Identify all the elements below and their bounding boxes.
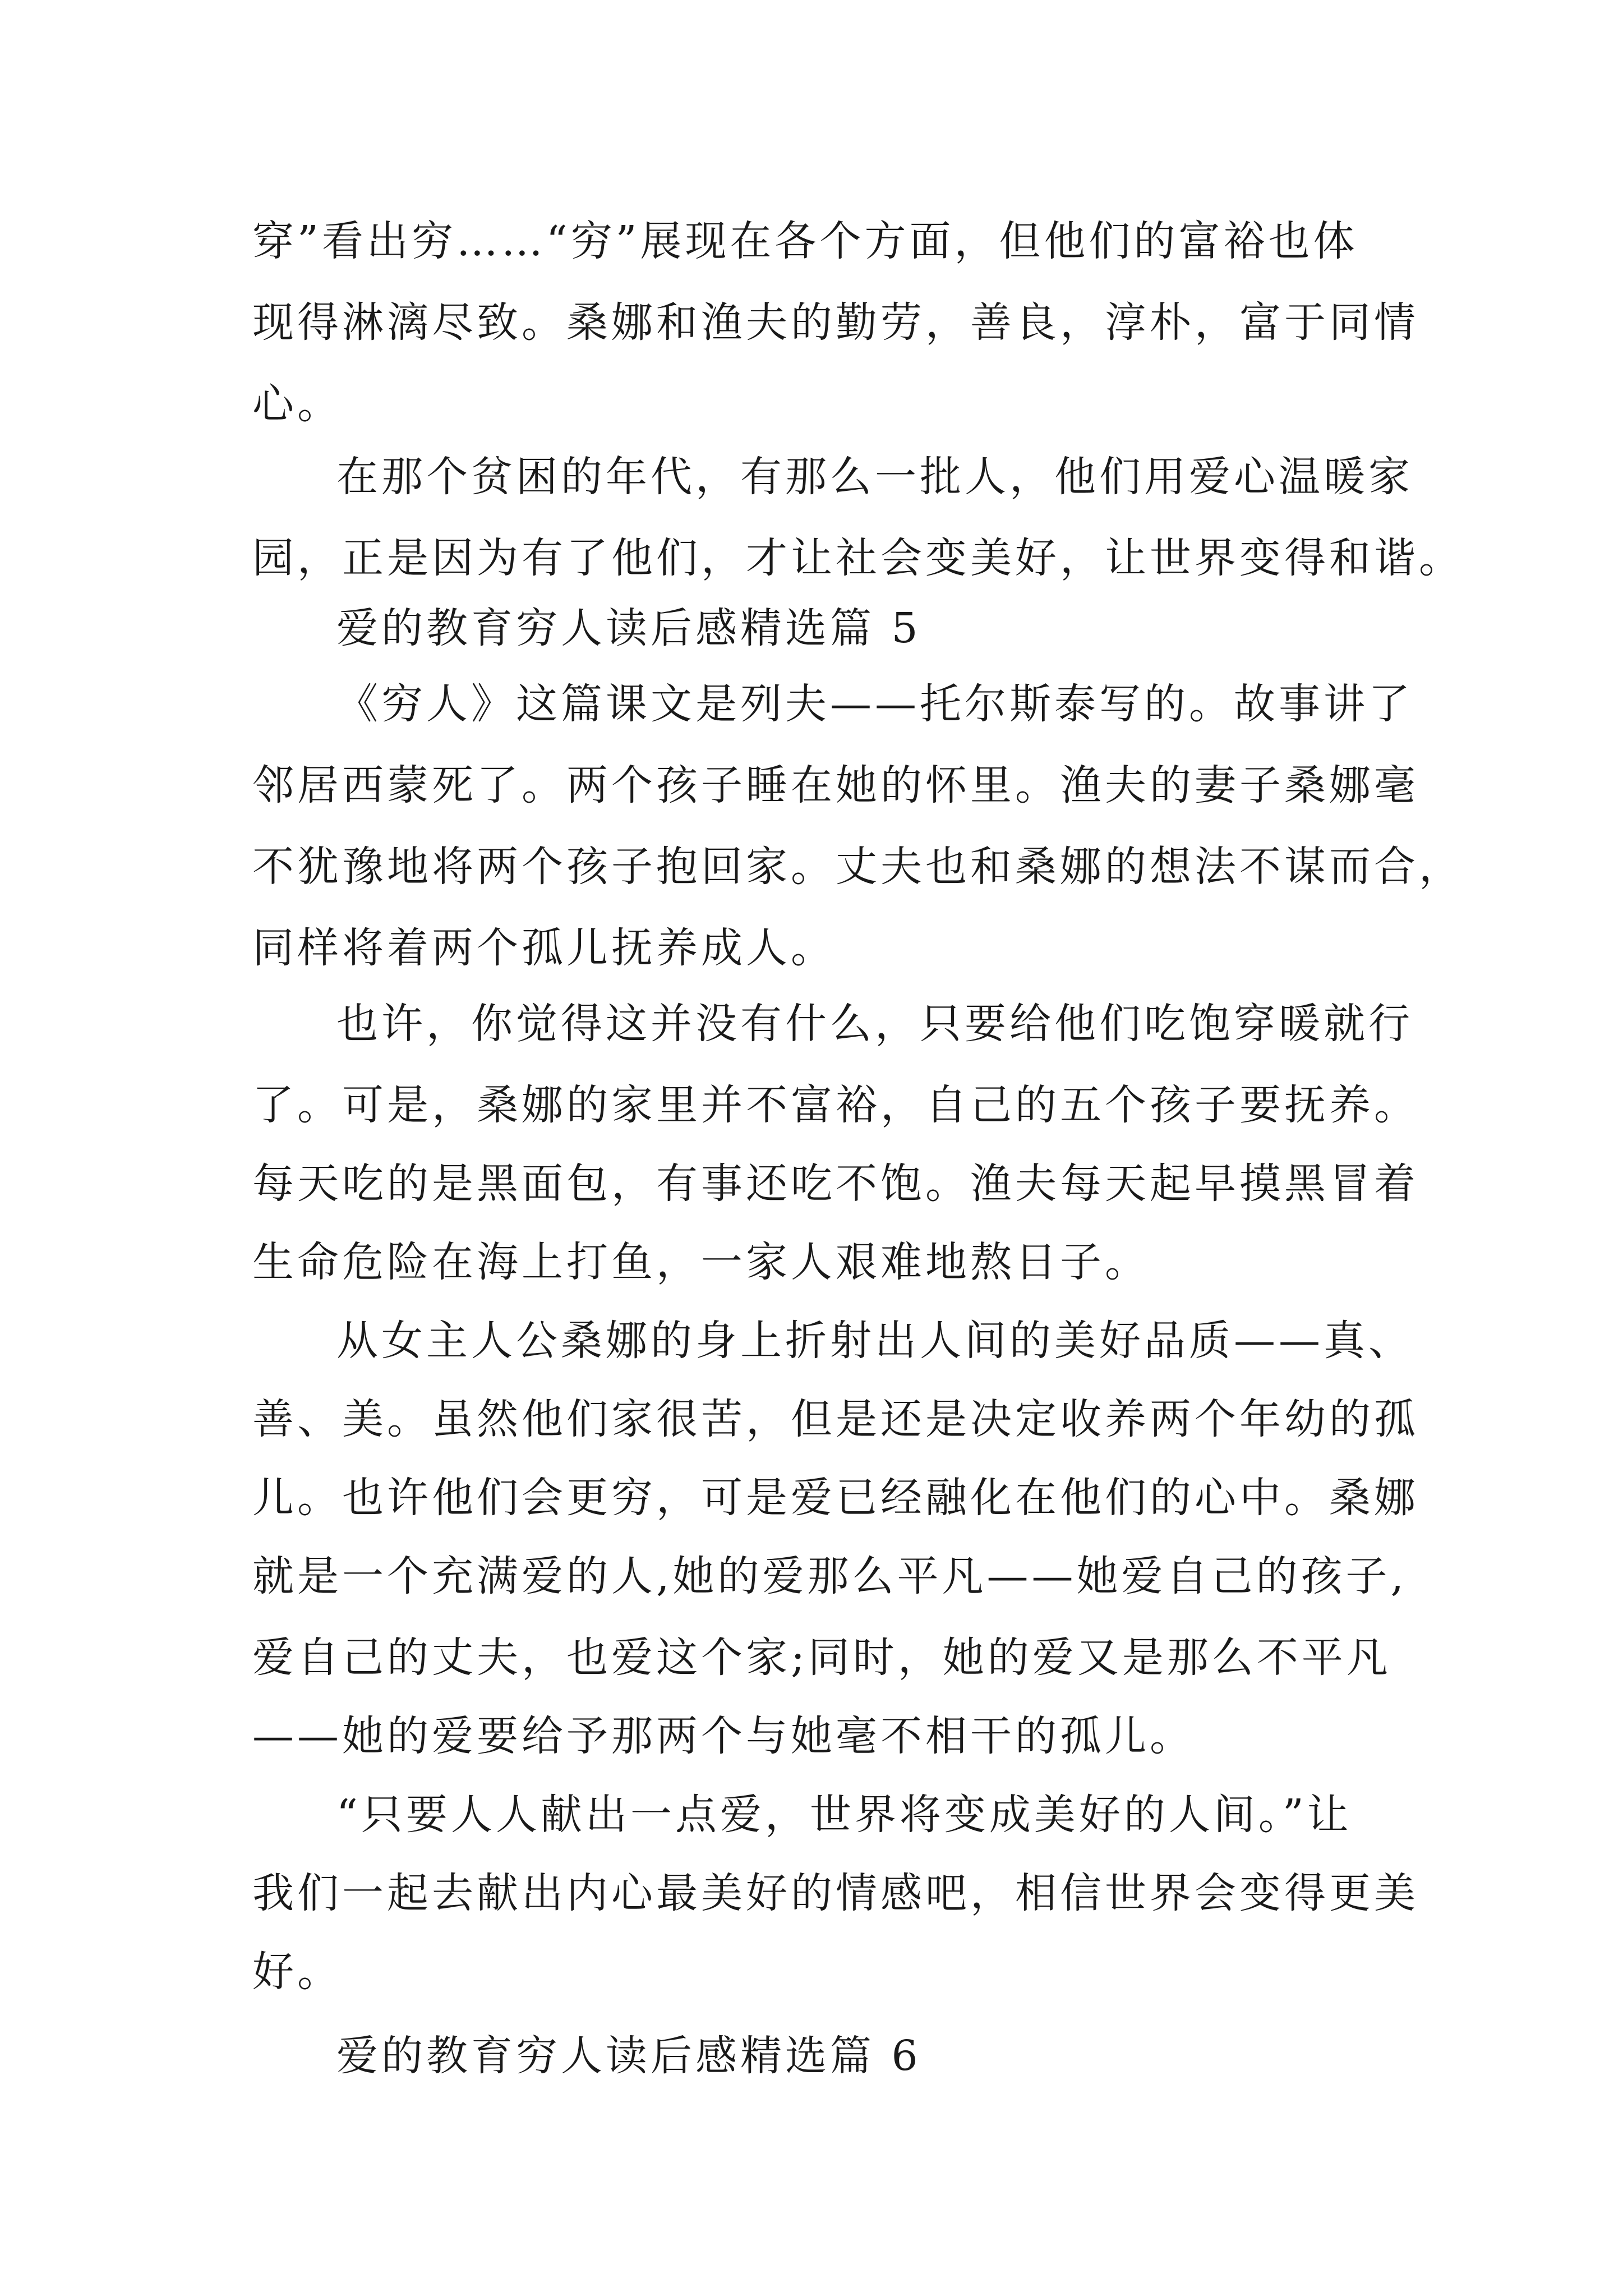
text-line: 我们一起去献出内心最美好的情感吧，相信世界会变得更美 [252, 1869, 1419, 1917]
section-heading: 爱的教育穷人读后感精选篇 6 [336, 2032, 921, 2080]
text-line: ——她的爱要给予那两个与她毫不相干的孤儿。 [252, 1712, 1195, 1760]
text-line: 不犹豫地将两个孩子抱回家。丈夫也和桑娜的想法不谋而合， [252, 843, 1464, 891]
text-line: 同样将着两个孤儿抚养成人。 [252, 924, 836, 972]
text-line: 邻居西蒙死了。两个孩子睡在她的怀里。渔夫的妻子桑娜毫 [252, 761, 1419, 809]
text-line: 也许，你觉得这并没有什么，只要给他们吃饱穿暖就行 [336, 1000, 1413, 1048]
text-line: 生命危险在海上打鱼，一家人艰难地熬日子。 [252, 1238, 1150, 1286]
text-line: 了。可是，桑娜的家里并不富裕，自己的五个孩子要抚养。 [252, 1081, 1419, 1129]
text-line: 现得淋漓尽致。桑娜和渔夫的勤劳，善良，淳朴，富于同情 [252, 298, 1419, 347]
text-line: 从女主人公桑娜的身上折射出人间的美好品质——真、 [336, 1317, 1413, 1365]
text-line: 好。 [252, 1948, 342, 1996]
text-line: 就是一个充满爱的人,她的爱那么平凡——她爱自己的孩子, [252, 1552, 1408, 1600]
text-line: “只要人人献出一点爱，世界将变成美好的人间。”让 [336, 1791, 1352, 1839]
text-line: 心。 [252, 380, 342, 428]
text-line: 园，正是因为有了他们，才让社会变美好，让世界变得和谐。 [252, 534, 1464, 582]
text-line: 儿。也许他们会更穷，可是爱已经融化在他们的心中。桑娜 [252, 1474, 1419, 1522]
text-line: 爱自己的丈夫，也爱这个家;同时，她的爱又是那么不平凡 [252, 1634, 1391, 1682]
section-heading: 爱的教育穷人读后感精选篇 5 [336, 604, 921, 652]
text-line: 《穷人》这篇课文是列夫——托尔斯泰写的。故事讲了 [336, 680, 1413, 728]
text-line: 每天吃的是黑面包，有事还吃不饱。渔夫每天起早摸黑冒着 [252, 1159, 1419, 1208]
text-line: 善、美。虽然他们家很苦，但是还是决定收养两个年幼的孤 [252, 1395, 1419, 1443]
text-line: 穿”看出穷……“穷”展现在各个方面，但他们的富裕也体 [252, 217, 1358, 265]
text-line: 在那个贫困的年代，有那么一批人，他们用爱心温暖家 [336, 453, 1413, 501]
